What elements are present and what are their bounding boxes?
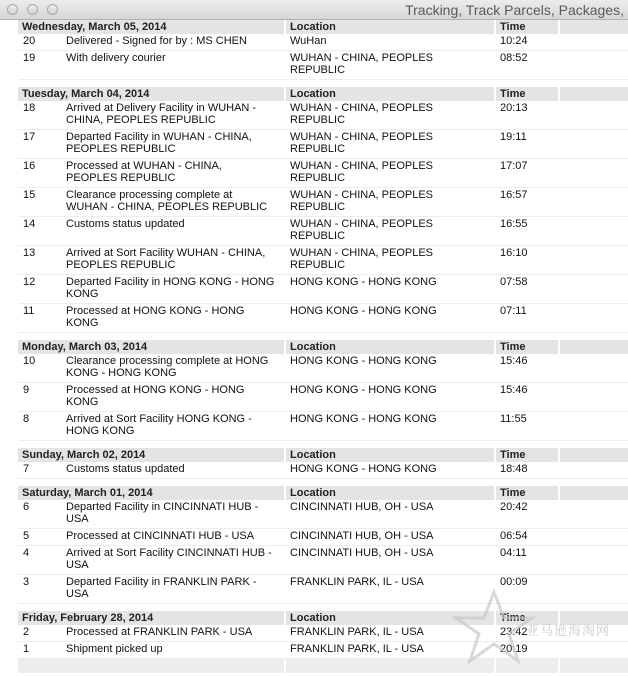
event-time: 15:46: [500, 384, 528, 396]
table-row: [0, 462, 628, 479]
time-column-header: Time: [500, 341, 526, 353]
event-description: With delivery courier: [66, 52, 166, 64]
event-description: Processed at HONG KONG - HONG KONG: [66, 384, 245, 408]
event-time: 07:11: [500, 305, 527, 317]
event-number: 14: [23, 218, 36, 230]
zoom-window-icon[interactable]: [47, 4, 58, 15]
event-location: WUHAN - CHINA, PEOPLES REPUBLIC: [290, 218, 434, 242]
date-group-header: [0, 486, 628, 500]
event-number: 2: [23, 626, 30, 638]
event-number: 3: [23, 576, 30, 588]
time-column-header: Time: [500, 487, 526, 499]
table-row: [0, 101, 628, 130]
table-row: [0, 51, 628, 80]
event-location: FRANKLIN PARK, IL - USA: [290, 626, 424, 638]
event-time: 23:42: [500, 626, 528, 638]
location-column-header: Location: [290, 487, 336, 499]
event-location: HONG KONG - HONG KONG: [290, 276, 437, 288]
time-column-header: Time: [500, 449, 526, 461]
date-group-header: [0, 611, 628, 625]
event-time: 17:07: [500, 160, 528, 172]
event-description: Departed Facility in HONG KONG - HONG KONG: [66, 276, 275, 300]
table-row: [0, 275, 628, 304]
event-time: 20:13: [500, 102, 528, 114]
table-row: [0, 575, 628, 604]
table-row: [0, 354, 628, 383]
event-time: 00:09: [500, 576, 528, 588]
tracking-rows: [0, 20, 628, 659]
table-row: [0, 34, 628, 51]
event-location: HONG KONG - HONG KONG: [290, 305, 437, 317]
event-time: 04:11: [500, 547, 527, 559]
location-column-header: Location: [290, 612, 336, 624]
event-time: 08:52: [500, 52, 528, 64]
event-number: 17: [23, 131, 36, 143]
event-location: WUHAN - CHINA, PEOPLES REPUBLIC: [290, 102, 434, 126]
group-date: Wednesday, March 05, 2014: [22, 21, 167, 33]
event-description: Processed at HONG KONG - HONG KONG: [66, 305, 245, 329]
time-column-header: Time: [500, 88, 526, 100]
location-column-header: Location: [290, 21, 336, 33]
location-column-header: Location: [290, 341, 336, 353]
event-location: WUHAN - CHINA, PEOPLES REPUBLIC: [290, 189, 434, 213]
event-time: 16:55: [500, 218, 528, 230]
window-title: Tracking, Track Parcels, Packages,: [405, 2, 624, 18]
time-column-header: Time: [500, 612, 526, 624]
event-location: HONG KONG - HONG KONG: [290, 463, 437, 475]
event-number: 6: [23, 501, 30, 513]
table-row: [0, 188, 628, 217]
event-location: WUHAN - CHINA, PEOPLES REPUBLIC: [290, 160, 434, 184]
event-number: 11: [23, 305, 35, 317]
event-number: 1: [23, 643, 30, 655]
table-row: [0, 529, 628, 546]
event-description: Processed at WUHAN - CHINA, PEOPLES REPUBLIC: [66, 160, 222, 184]
event-location: CINCINNATI HUB, OH - USA: [290, 547, 434, 559]
tracking-history-table: [0, 20, 628, 673]
event-description: Shipment picked up: [66, 643, 163, 655]
date-group-header: [0, 20, 628, 34]
event-location: WUHAN - CHINA, PEOPLES REPUBLIC: [290, 52, 434, 76]
group-date: Friday, February 28, 2014: [22, 612, 154, 624]
location-column-header: Location: [290, 88, 336, 100]
table-row: [0, 625, 628, 642]
event-number: 4: [23, 547, 30, 559]
event-location: HONG KONG - HONG KONG: [290, 413, 437, 425]
table-row: [0, 217, 628, 246]
event-time: 20:19: [500, 643, 528, 655]
group-date: Tuesday, March 04, 2014: [22, 88, 150, 100]
time-column-header: Time: [500, 21, 526, 33]
event-time: 11:55: [500, 413, 527, 425]
minimize-window-icon[interactable]: [27, 4, 38, 15]
event-number: 16: [23, 160, 36, 172]
event-location: WUHAN - CHINA, PEOPLES REPUBLIC: [290, 131, 434, 155]
event-description: Customs status updated: [66, 463, 185, 475]
event-description: Delivered - Signed for by : MS CHEN: [66, 35, 247, 47]
watermark-text: 亚马逊海淘网: [526, 624, 611, 639]
date-group-header: [0, 340, 628, 354]
group-date: Saturday, March 01, 2014: [22, 487, 153, 499]
event-description: Departed Facility in FRANKLIN PARK - USA: [66, 576, 257, 600]
event-time: 19:11: [500, 131, 527, 143]
table-row: [0, 159, 628, 188]
event-time: 10:24: [500, 35, 528, 47]
event-description: Arrived at Sort Facility WUHAN - CHINA, PEOPLES REPUBLIC: [66, 247, 266, 271]
event-number: 5: [23, 530, 30, 542]
event-description: Departed Facility in WUHAN - CHINA, PEOPLES REPUBLIC: [66, 131, 252, 155]
event-description: Processed at CINCINNATI HUB - USA: [66, 530, 255, 542]
table-row: [0, 383, 628, 412]
event-description: Arrived at Sort Facility HONG KONG - HONG KONG: [66, 413, 252, 437]
event-time: 16:57: [500, 189, 528, 201]
event-number: 15: [23, 189, 36, 201]
event-time: 18:48: [500, 463, 528, 475]
event-description: Processed at FRANKLIN PARK - USA: [66, 626, 253, 638]
event-description: Arrived at Sort Facility CINCINNATI HUB - USA: [66, 547, 272, 571]
event-location: WUHAN - CHINA, PEOPLES REPUBLIC: [290, 247, 434, 271]
event-number: 18: [23, 102, 36, 114]
event-location: FRANKLIN PARK, IL - USA: [290, 576, 424, 588]
window-titlebar: [0, 0, 628, 20]
event-description: Departed Facility in CINCINNATI HUB - USA: [66, 501, 259, 525]
event-number: 9: [23, 384, 30, 396]
group-date: Monday, March 03, 2014: [22, 341, 148, 353]
location-column-header: Location: [290, 449, 336, 461]
event-description: Customs status updated: [66, 218, 185, 230]
event-number: 19: [23, 52, 36, 64]
table-row: [0, 246, 628, 275]
table-row: [0, 500, 628, 529]
event-time: 06:54: [500, 530, 528, 542]
date-group-header: [0, 448, 628, 462]
table-row: [0, 642, 628, 659]
event-number: 7: [23, 463, 30, 475]
event-time: 16:10: [500, 247, 528, 259]
event-location: CINCINNATI HUB, OH - USA: [290, 501, 434, 513]
table-row: [0, 412, 628, 441]
table-row: [0, 546, 628, 575]
date-group-header: [0, 87, 628, 101]
event-time: 07:58: [500, 276, 528, 288]
event-time: 15:46: [500, 355, 528, 367]
event-location: CINCINNATI HUB, OH - USA: [290, 530, 434, 542]
event-description: Clearance processing complete at WUHAN - CHINA, PEOPLES REPUBLIC: [66, 189, 268, 213]
event-description: Clearance processing complete at HONG KONG - HONG KONG: [66, 355, 269, 379]
event-location: HONG KONG - HONG KONG: [290, 384, 437, 396]
table-row: [0, 304, 628, 333]
event-number: 13: [23, 247, 36, 259]
event-description: Arrived at Delivery Facility in WUHAN - CHINA, PEOPLES REPUBLIC: [66, 102, 257, 126]
event-time: 20:42: [500, 501, 528, 513]
event-number: 12: [23, 276, 36, 288]
event-location: FRANKLIN PARK, IL - USA: [290, 643, 424, 655]
group-date: Sunday, March 02, 2014: [22, 449, 146, 461]
event-number: 8: [23, 413, 30, 425]
event-location: HONG KONG - HONG KONG: [290, 355, 437, 367]
event-number: 10: [23, 355, 36, 367]
close-window-icon[interactable]: [7, 4, 18, 15]
event-number: 20: [23, 35, 36, 47]
table-row: [0, 130, 628, 159]
event-location: WuHan: [290, 35, 327, 47]
